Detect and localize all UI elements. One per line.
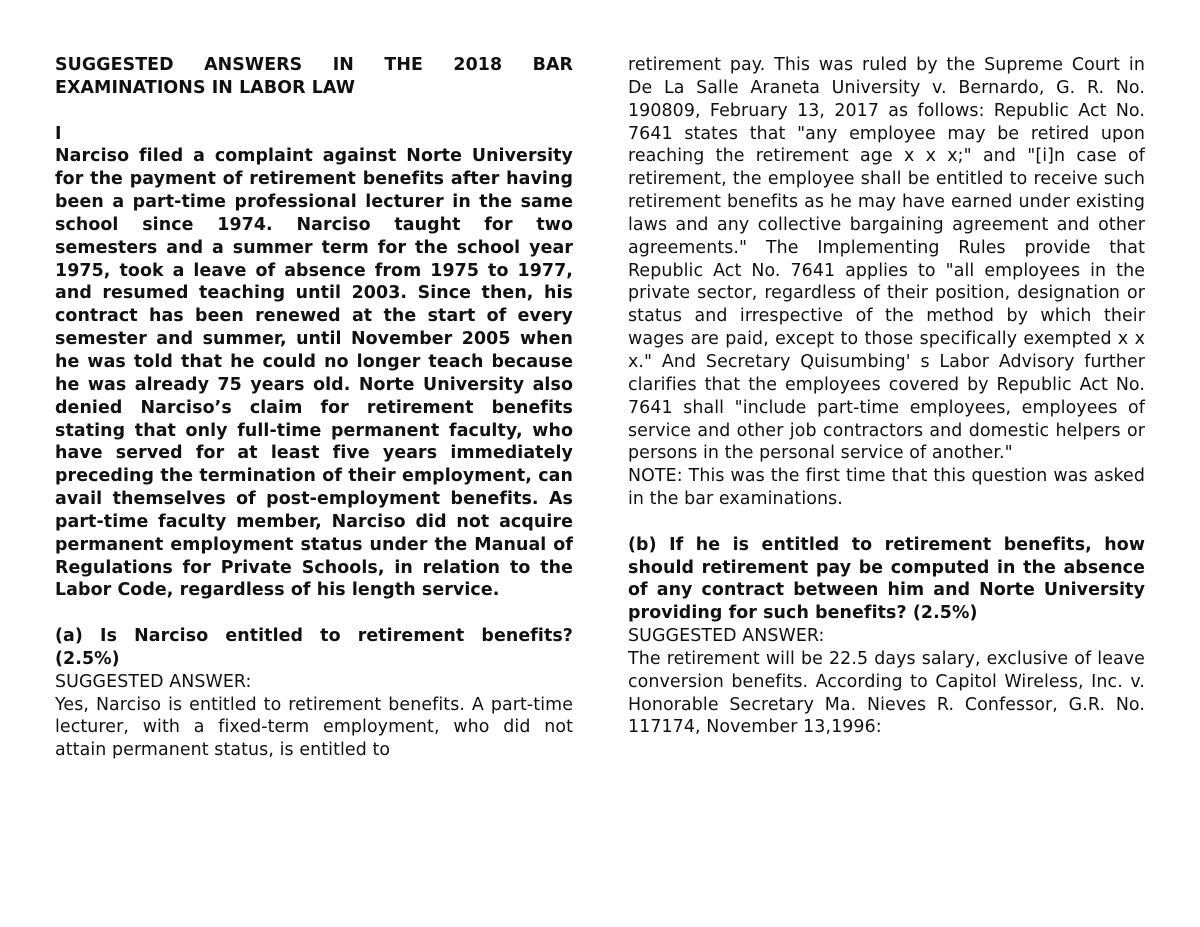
document-title: SUGGESTED ANSWERS IN THE 2018 BAR EXAMINATIONS IN LABOR LAW xyxy=(55,55,573,98)
right-column xyxy=(628,54,1145,739)
question-b: (b) If he is entitled to retirement benefits, how should retirement pay be computed in the absence of any contract between him and Norte University providing for such benefits? (2.5%) xyxy=(628,534,1145,624)
question-a: (a) Is Narciso entitled to retirement benefits? (2.5%) xyxy=(55,626,573,669)
suggested-answer-label-a: SUGGESTED ANSWER: xyxy=(55,671,252,692)
suggested-answer-label-b: SUGGESTED ANSWER: xyxy=(628,626,825,647)
question-facts: Narciso filed a complaint against Norte University for the payment of retirement benefits after having been a part-time professional lecturer in the same school since 1974. Narciso taught for two semesters and a summer term for the school year 1975, took a leave of absence from 1975 to 1977, and resumed teaching until 2003. Since then, his contract has been renewed at the start of every semester and summer, until November 2005 when he was told that he could no longer teach because he was already 75 years old. Norte University also denied Narciso’s claim for retirement benefits stating that only full-time permanent faculty, who have served for at least five years immediately preceding the termination of their employment, can avail themselves of post-employment benefits. As part-time faculty member, Narciso did not acquire permanent employment status under the Manual of Regulations for Private Schools, in relation to the Labor Code, regardless of his length service. xyxy=(55,146,573,601)
spacer xyxy=(628,511,1145,534)
spacer xyxy=(55,100,573,123)
answer-a-continued: retirement pay. This was ruled by the Supreme Court in De La Salle Araneta University v. Bernardo, G. R. No. 190809, February 13, 2017 as follows: Republic Act No. 7641 states that "any employee may be retired upon reaching the retirement age x x x;" and "[i]n case of retirement, the employee shall be entitled to receive such retirement benefits as he may have earned under existing laws and any collective bargaining agreement and other agreements." The Implementing Rules provide that Republic Act No. 7641 applies to "all employees in the private sector, regardless of their position, designation or status and irrespective of the method by which their wages are paid, except to those specifically exempted x x x." And Secretary Quisumbing' s Labor Advisory further clarifies that the employees covered by Republic Act No. 7641 shall "include part-time employees, employees of service and other job contractors and domestic helpers or persons in the personal service of another." xyxy=(628,55,1145,464)
note-text: NOTE: This was the first time that this question was asked in the bar examinations. xyxy=(628,466,1145,510)
question-number: I xyxy=(55,123,62,144)
spacer xyxy=(55,602,573,625)
answer-b-text: The retirement will be 22.5 days salary, exclusive of leave conversion benefits. According to Capitol Wireless, Inc. v. Honorable Secretary Ma. Nieves R. Confessor, G.R. No. 117174, November 13,1996: xyxy=(628,648,1145,738)
answer-a-text: Yes, Narciso is entitled to retirement benefits. A part-time lecturer, with a fixed-term employment, who did not attain permanent status, is entitled to xyxy=(55,694,573,761)
left-column xyxy=(55,54,573,762)
